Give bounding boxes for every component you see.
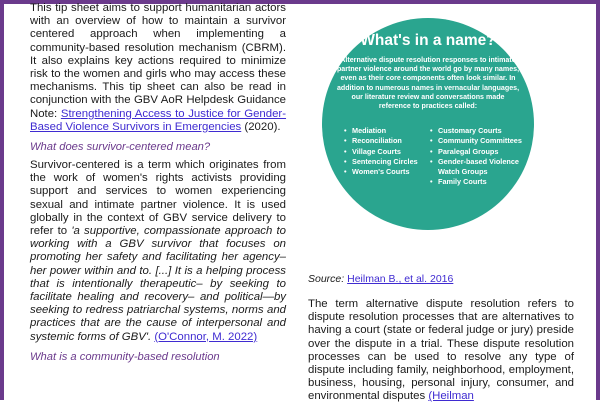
intro-paragraph: This tip sheet aims to support humanitarian actors with an overview of how to maintain a survivor centered approach when implementing a community-based resolution mechanism (CBRM). It also explains key actions required to minimize risk to the women and girls who may access these mechanisms. This tip sheet can also be read in conjunction with the GBV AoR Helpdesk Guidance Note: Strengthening Access to Justice for Gender-Based Violence Survivors in Emergencies (2020). (30, 2, 287, 133)
list-item: • Village Courts (344, 147, 426, 157)
practice-list-col1 (344, 126, 426, 177)
heilman-citation-link[interactable]: (Heilman (428, 390, 474, 403)
source-line: Source: Heilman B., et al. 2016 (308, 273, 454, 285)
right-column (308, 0, 574, 403)
list-item: • Family Courts (430, 177, 530, 187)
list-item: • Gender-based Violence Watch Groups (430, 157, 530, 178)
list-item: • Mediation (344, 126, 426, 136)
guidance-note-link[interactable]: Strengthening Access to Justice for Gender-Based Violence Survivors in Emergencies (30, 107, 287, 133)
list-item: • Community Committees (430, 136, 530, 146)
callout-title: What's in a name? (360, 32, 496, 49)
whats-in-a-name-callout (322, 18, 534, 230)
adr-paragraph: The term alternative dispute resolution refers to dispute resolution processes that are alternatives to having a court (state or federal judge or jury) preside over the dispute in a trial. These dispute resolution processes can be used to resolve any type of dispute including family, neighborhood, employment, business, housing, personal injury, consumer, and environmental disputes (Heilman (308, 298, 574, 403)
list-item: • Sentencing Circles (344, 157, 426, 167)
list-item: • Paralegal Groups (430, 147, 530, 157)
left-column (30, 2, 286, 369)
practice-list-col2 (430, 126, 530, 188)
callout-description: Alternative dispute resolution responses to intimate partner violence around the world go by many names, even as their core components often look similar. In addition to numerous names in vernacular languages, our literature review and conversations made reference to practices called: (336, 56, 520, 111)
list-item: • Women's Courts (344, 167, 426, 177)
adr-definition (308, 298, 574, 404)
survivor-centered-heading: What does survivor-centered mean? (30, 141, 211, 154)
cbrm-heading: What is a community-based resolution (30, 350, 220, 363)
list-item: • Reconciliation (344, 136, 426, 146)
oconnor-citation-link[interactable]: (O'Connor, M. 2022) (154, 330, 258, 343)
survivor-centered-paragraph: Survivor-centered is a term which originates from the work of women's rights activists providing support and services to women experiencing sexual and intimate partner violence. It is used globally in the context of GBV service delivery to refer to 'a supportive, compassionate approach to working with a GBV survivor that focuses on promoting her safety and facilitating her agency– her power within and to. [...] It is a helping process that is intentionally therapeutic– by seeking to facilitate healing and recovery– and political—by seeking to redress patriarchal systems, norms and practices that are the cause of interpersonal and systemic forms of GBV'. (O'Connor, M. 2022) (30, 159, 287, 343)
heilman-source-link[interactable]: Heilman B., et al. 2016 (347, 273, 454, 285)
list-item: • Customary Courts (430, 126, 530, 136)
